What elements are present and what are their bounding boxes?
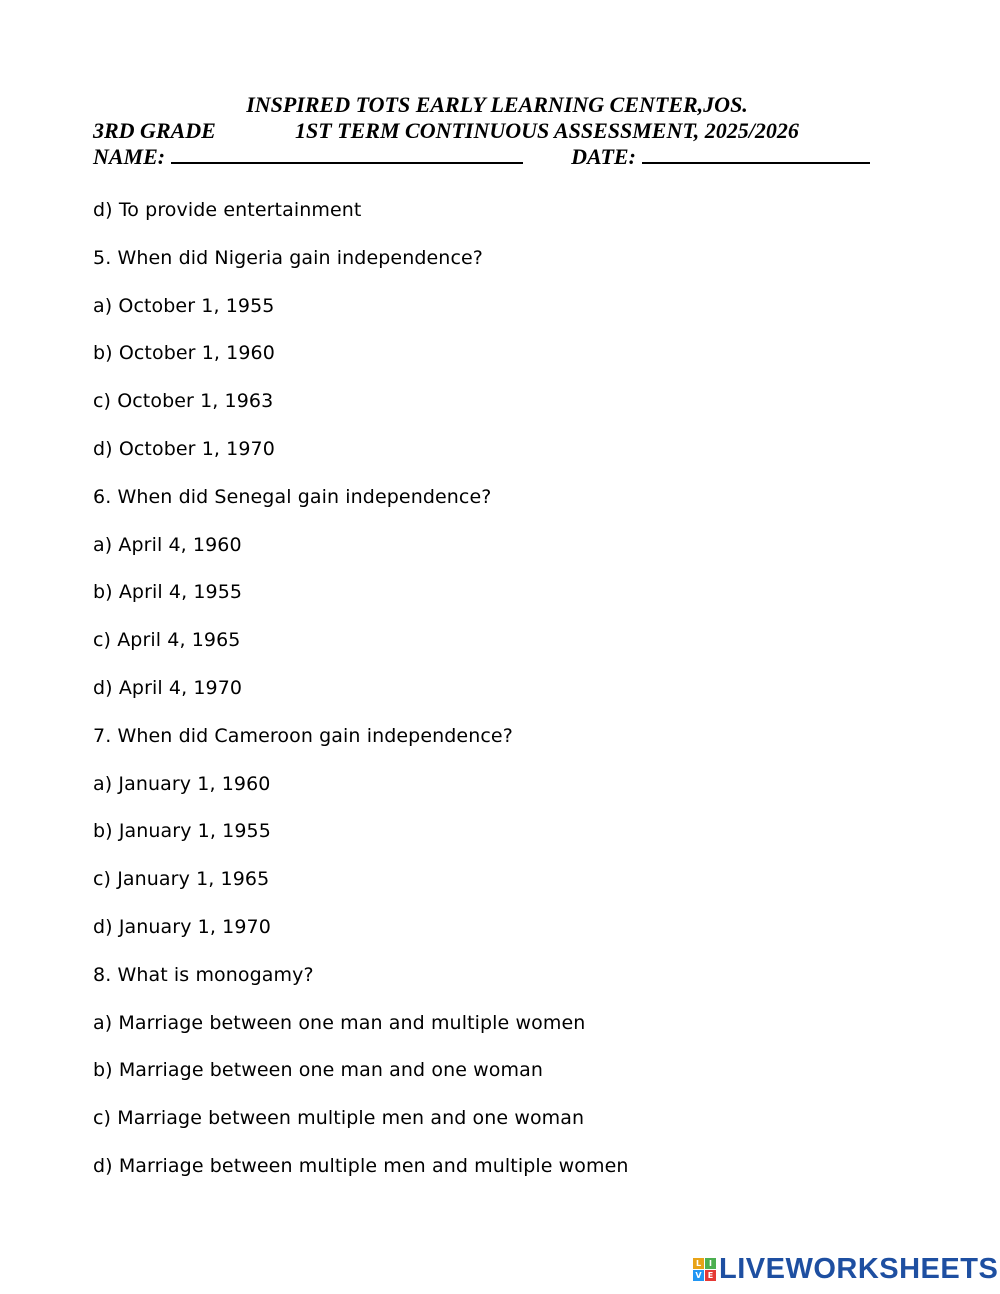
name-blank[interactable] xyxy=(171,144,523,164)
question-text: 6. When did Senegal gain independence? xyxy=(93,485,492,508)
answer-option: d) April 4, 1970 xyxy=(93,676,243,699)
answer-option: b) October 1, 1960 xyxy=(93,342,275,365)
date-label: DATE: xyxy=(571,144,636,169)
logo-mark-square: L xyxy=(693,1258,704,1269)
answer-option: b) January 1, 1955 xyxy=(93,820,271,843)
answer-option: c) October 1, 1963 xyxy=(93,390,274,413)
answer-option: d) Marriage between multiple men and multiple women xyxy=(93,1154,629,1177)
answer-option: d) October 1, 1970 xyxy=(93,437,275,460)
question-text: 8. What is monogamy? xyxy=(93,963,314,986)
date-blank[interactable] xyxy=(642,144,870,164)
answer-option: d) To provide entertainment xyxy=(93,199,362,221)
answer-option: a) Marriage between one man and multiple women xyxy=(93,1011,586,1034)
answer-option: c) Marriage between multiple men and one woman xyxy=(93,1107,585,1130)
question-text: 7. When did Cameroon gain independence? xyxy=(93,724,513,747)
worksheet-header xyxy=(93,92,893,170)
logo-mark-square: V xyxy=(693,1270,704,1281)
answer-option: c) January 1, 1965 xyxy=(93,868,270,891)
answer-option: a) April 4, 1960 xyxy=(93,533,242,556)
grade-label: 3RD GRADE xyxy=(93,118,216,143)
name-date-row xyxy=(93,144,893,170)
answer-option: c) April 4, 1965 xyxy=(93,629,241,652)
logo-mark-square: I xyxy=(705,1258,716,1269)
answer-option: b) Marriage between one man and one woman xyxy=(93,1059,544,1082)
liveworksheets-logo xyxy=(693,1253,998,1285)
answer-option: a) October 1, 1955 xyxy=(93,294,275,317)
logo-text: LIVEWORKSHEETS xyxy=(719,1252,999,1285)
logo-mark-square: E xyxy=(705,1270,716,1281)
question-text: 5. When did Nigeria gain independence? xyxy=(93,246,483,269)
logo-mark-icon xyxy=(693,1258,716,1281)
answer-option: a) January 1, 1960 xyxy=(93,772,271,795)
name-label: NAME: xyxy=(93,144,166,169)
assessment-title: 1ST TERM CONTINUOUS ASSESSMENT, 2025/2026 xyxy=(295,118,799,143)
answer-option: d) January 1, 1970 xyxy=(93,915,271,938)
grade-assessment-row xyxy=(93,118,893,144)
answer-option: b) April 4, 1955 xyxy=(93,581,243,604)
school-name: INSPIRED TOTS EARLY LEARNING CENTER,JOS. xyxy=(246,92,748,117)
question-list xyxy=(93,197,629,1201)
